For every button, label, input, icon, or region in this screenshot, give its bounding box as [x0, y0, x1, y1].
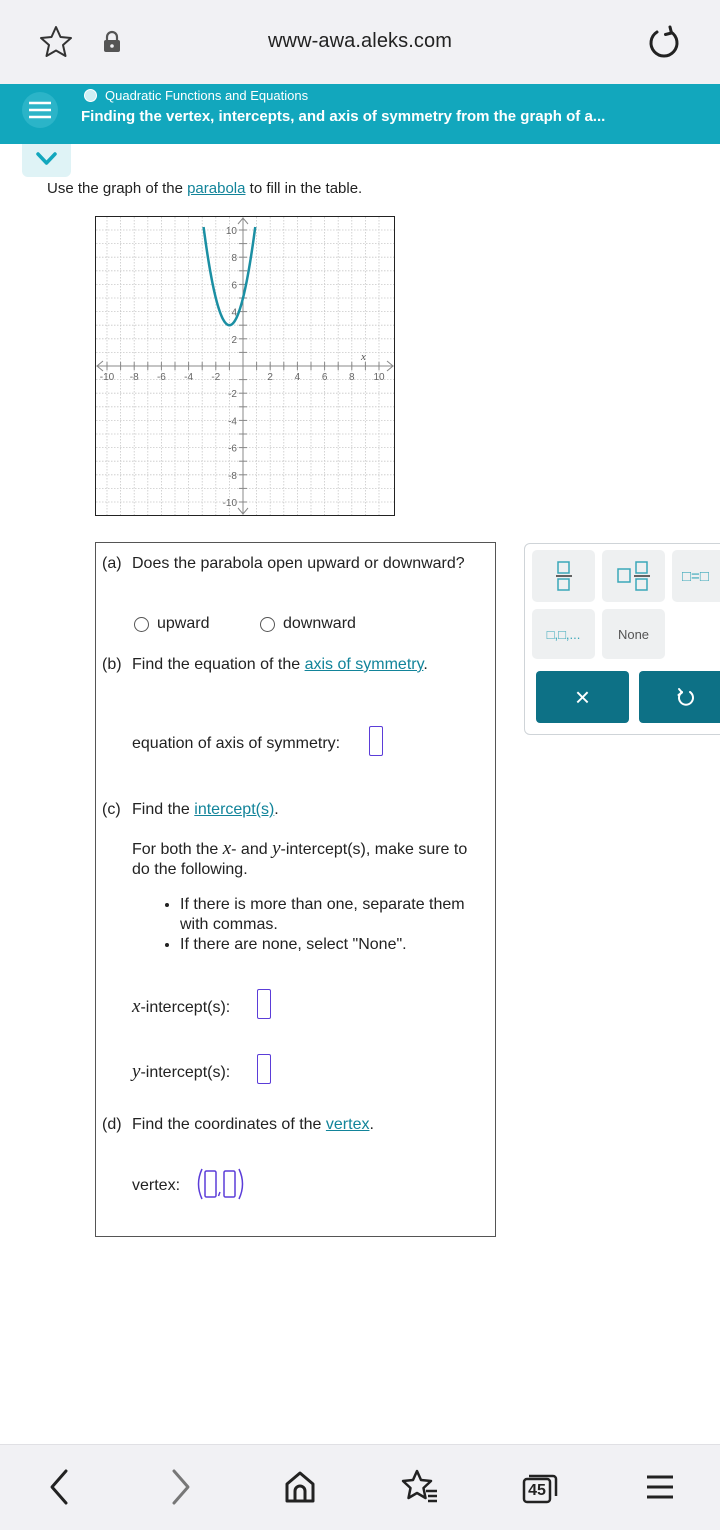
menu-icon: [22, 92, 58, 128]
upward-label: upward: [157, 615, 210, 632]
y-tick-label: 10: [225, 226, 237, 237]
chevron-down-icon: [22, 144, 71, 177]
downward-radio[interactable]: [260, 615, 356, 633]
question-b: [95, 646, 496, 792]
question-b-before: Find the equation of the: [132, 656, 305, 673]
x-tick-label: 4: [294, 372, 301, 383]
question-d-before: Find the coordinates of the: [132, 1116, 326, 1133]
instr-part-2: - and: [231, 841, 273, 858]
question-a-text: Does the parabola open upward or downward?: [132, 555, 465, 572]
y-tick-label: -4: [228, 416, 237, 428]
question-d-text: [132, 1116, 374, 1134]
back-arrow-icon[interactable]: [44, 1467, 74, 1507]
topic-title: [84, 88, 308, 103]
x-tick-label: -4: [184, 372, 194, 383]
x-tick-label: -2: [211, 372, 221, 383]
downward-radio-circle[interactable]: [260, 617, 275, 632]
x-tick-label: 10: [373, 372, 385, 383]
instr-part-1: For both the: [132, 841, 223, 858]
x-tick-label: 8: [349, 372, 355, 383]
intercepts-link[interactable]: intercept(s): [194, 801, 275, 818]
undo-icon: [676, 687, 696, 707]
y-tick-label: -2: [228, 389, 237, 401]
question-b-after: .: [423, 656, 428, 673]
x-intercept-input[interactable]: [257, 989, 271, 1019]
rule-none: • If there are none, select "None".: [180, 935, 480, 955]
question-d: [95, 1106, 496, 1237]
browser-nav-bar: [0, 1444, 720, 1530]
page-title: Finding the vertex, intercepts, and axis of symmetry from the graph of a...: [81, 108, 606, 125]
math-keypad: [524, 543, 720, 735]
vertex-label: vertex:: [132, 1177, 181, 1194]
y-tick-label: 4: [231, 307, 237, 319]
question-b-text: [132, 656, 428, 674]
axis-field-label: equation of axis of symmetry:: [132, 735, 341, 752]
fraction-key[interactable]: [532, 550, 595, 602]
question-a: [95, 542, 496, 648]
x-intercept-text: -intercept(s):: [140, 999, 231, 1016]
question-d-after: .: [369, 1116, 374, 1133]
none-key[interactable]: None: [602, 609, 665, 659]
upward-radio-circle[interactable]: [134, 617, 149, 632]
expand-header-button[interactable]: [22, 144, 71, 177]
axis-of-symmetry-link[interactable]: axis of symmetry: [304, 656, 424, 673]
y-intercept-input[interactable]: [257, 1054, 271, 1084]
x-intercept-var: x: [132, 996, 141, 1017]
upward-radio[interactable]: [134, 615, 209, 633]
y-tick-label: 2: [231, 334, 237, 346]
y-intercept-text: -intercept(s):: [140, 1064, 231, 1081]
intro-after: to fill in the table.: [245, 180, 363, 197]
vertex-input[interactable]: [194, 1167, 250, 1201]
y-intercept-label: [132, 1061, 230, 1083]
rule-multiple: • If there is more than one, separate them with commas.: [180, 895, 480, 935]
question-d-label: (d): [102, 1116, 122, 1133]
hamburger-menu-button[interactable]: [22, 92, 58, 128]
topic-label: Quadratic Functions and Equations: [105, 88, 309, 103]
y-tick-label: 8: [231, 253, 237, 265]
x-tick-label: -8: [129, 372, 139, 383]
undo-button[interactable]: [639, 671, 720, 723]
vertex-link[interactable]: vertex: [325, 1116, 370, 1133]
tabs-count: 45: [528, 1482, 546, 1499]
question-c-label: (c): [102, 801, 121, 818]
intro-text: [47, 180, 362, 197]
fraction-icon: [554, 560, 574, 592]
bookmarks-icon[interactable]: [400, 1467, 440, 1507]
parabola-link[interactable]: parabola: [187, 180, 246, 197]
question-b-label: (b): [102, 656, 122, 673]
browser-menu-icon[interactable]: [644, 1467, 676, 1507]
question-c-text: [132, 801, 279, 819]
mixed-number-key[interactable]: [602, 550, 665, 602]
forward-arrow-icon[interactable]: [166, 1467, 196, 1507]
address-bar[interactable]: www-awa.aleks.com: [268, 30, 452, 52]
intercept-rules-list: [162, 895, 480, 955]
y-tick-label: -10: [222, 498, 237, 509]
y-tick-label: -6: [228, 443, 237, 455]
clear-button[interactable]: ×: [536, 671, 629, 723]
topic-status-icon: [84, 89, 97, 102]
x-intercept-label: [132, 996, 230, 1018]
tabs-button[interactable]: [522, 1474, 556, 1502]
question-c: [95, 791, 496, 1107]
x-tick-label: -6: [156, 372, 166, 383]
reload-icon[interactable]: [646, 24, 682, 60]
axis-of-symmetry-input[interactable]: [369, 726, 383, 756]
downward-label: downward: [283, 615, 356, 632]
list-key[interactable]: □,□,...: [532, 609, 595, 659]
intercept-instructions: [132, 839, 488, 880]
x-axis-label: x: [361, 351, 366, 363]
x-tick-label: 2: [267, 372, 273, 383]
y-tick-label: 6: [231, 280, 237, 292]
home-icon[interactable]: [282, 1467, 318, 1507]
x-tick-label: 6: [321, 372, 328, 383]
equation-key[interactable]: □=□: [672, 550, 720, 602]
mixed-number-icon: [616, 560, 652, 592]
question-a-label: (a): [102, 555, 122, 572]
instr-y-var: y: [272, 838, 281, 859]
y-tick-label: -8: [228, 470, 237, 482]
instr-x-var: x: [222, 838, 232, 859]
question-c-before: Find the: [132, 801, 195, 818]
question-c-after: .: [274, 801, 279, 818]
intro-before: Use the graph of the: [47, 180, 188, 197]
y-intercept-var: y: [132, 1061, 141, 1082]
browser-toolbar: [0, 0, 720, 84]
parabola-graph: [95, 216, 395, 516]
instr-part-3: -intercept(s), make sure to do the following.: [132, 841, 468, 878]
x-tick-label: -10: [99, 372, 115, 383]
